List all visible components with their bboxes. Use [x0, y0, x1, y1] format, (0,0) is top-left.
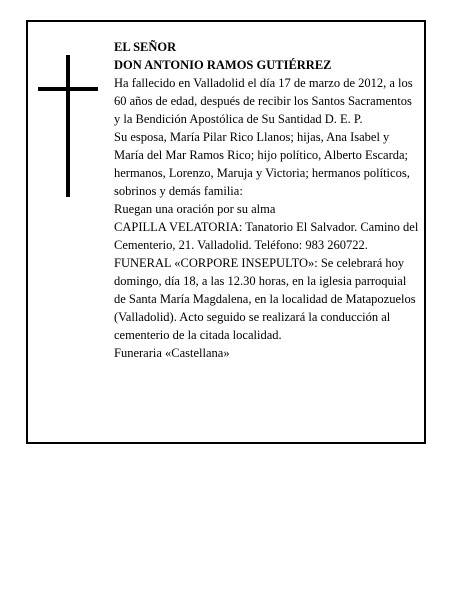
prayer-request: Ruegan una oración por su alma [114, 202, 276, 216]
cross-vertical-bar [66, 55, 70, 197]
family-list: Su esposa, María Pilar Rico Llanos; hijas, Ana Isabel y María del Mar Ramos Rico; hijo político, Alberto Escarda; hermanos, Lorenzo, Maruja y Victoria; hermanos políticos, sobrinos y demás familia: [114, 130, 410, 198]
notice-body [114, 38, 420, 362]
wake-location: CAPILLA VELATORIA: Tanatorio El Salvador. Camino del Cementerio, 21. Valladolid. Teléfono: 983 260722. [114, 220, 419, 252]
notice-title-line-1: EL SEÑOR [114, 40, 177, 54]
funeral-details: FUNERAL «CORPORE INSEPULTO»: Se celebrará hoy domingo, día 18, a las 12.30 horas, en la iglesia parroquial de Santa María Magdalena, en la localidad de Matapozuelos (Valladolid). Acto seguido se realizará la conducción al cementerio de la citada localidad. [114, 256, 416, 342]
death-announcement: Ha fallecido en Valladolid el día 17 de marzo de 2012, a los 60 años de edad, después de recibir los Santos Sacramentos y la Bendición Apostólica de Su Santidad D. E. P. [114, 76, 413, 126]
cross-icon [38, 55, 98, 197]
funeral-home: Funeraria «Castellana» [114, 346, 230, 360]
cross-horizontal-bar [38, 87, 98, 91]
deceased-name: DON ANTONIO RAMOS GUTIÉRREZ [114, 58, 332, 72]
